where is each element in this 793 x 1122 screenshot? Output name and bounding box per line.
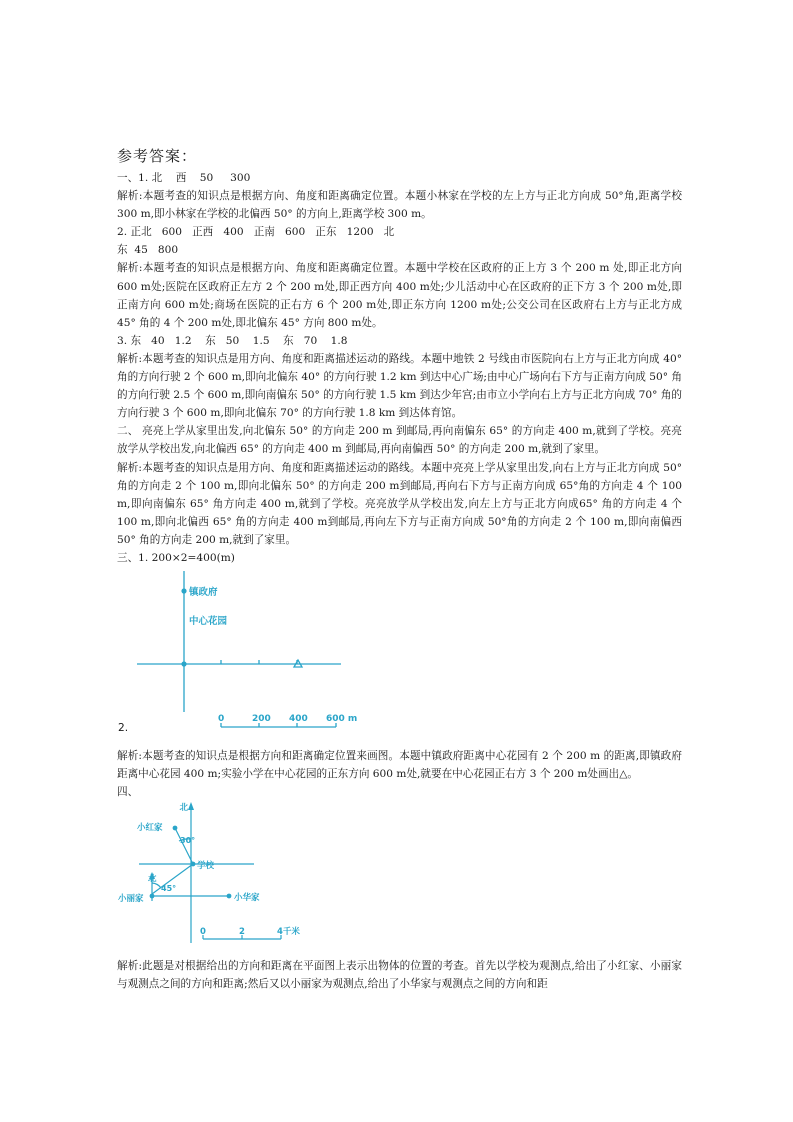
xiaohong-point <box>173 826 178 831</box>
explanation-1-2: 解析:本题考查的知识点是根据方向、角度和距离确定位置。本题中学校在区政府的正上方 3 个 200 m 处,即正北方向 600 m处;医院在区政府正左方 2 个 200 m处,即正西方向 400 m处;少儿活动中心在区政府的正下方 3 个 200 m处,即正南方向 600 m处;商场在医院的正右方 6 个 200 m处,即正东方向 1200 m处;公交公司在区政府右上方与正北方成 45° 角的 4 个 200 m处,即北偏东 45° 方向 800 m处。 <box>117 262 682 329</box>
figure-3-2 <box>117 567 682 739</box>
label-xiaohong: 小红家 <box>137 823 163 834</box>
answer-2: 二、 亮亮上学从家里出发,向北偏东 50° 的方向走 200 m 到邮局,再向南偏东 65° 的方向走 400 m,就到了学校。亮亮放学从学校出发,向北偏西 65° 的方向走 400 m 到邮局,再向南偏西 50° 的方向走 200 m,就到了家里。 <box>117 425 682 456</box>
line-to-xiaohong <box>175 828 196 864</box>
scale-400: 400 <box>289 714 308 725</box>
map-diagram-homes <box>117 801 682 949</box>
label-town-gov: 镇政府 <box>189 587 218 599</box>
label-angle-30: 30° <box>180 836 196 846</box>
map-diagram-town <box>117 567 682 739</box>
scale-600: 600 m <box>326 714 358 725</box>
answer-3-1: 三、1. 200×2=400(m) <box>117 551 235 564</box>
scale-km-0: 0 <box>200 927 206 938</box>
label-north-top: 北 <box>179 803 188 814</box>
xiaohua-point <box>227 894 232 899</box>
school-point <box>191 862 196 867</box>
label-angle-45: 45° <box>161 884 177 894</box>
figure-4 <box>117 801 682 949</box>
question-number-2: 2. <box>118 722 129 735</box>
xiaoli-point <box>150 894 155 899</box>
explanation-1-1: 解析:本题考查的知识点是根据方向、角度和距离确定位置。本题小林家在学校的左上方与正北方向成 50°角,距离学校 300 m,即小林家在学校的北偏西 50° 的方向上,距离学校 300 m。 <box>117 190 682 221</box>
page-title: 参考答案： <box>117 147 198 165</box>
answer-1-2-line2: 东 45 800 <box>117 244 179 257</box>
explanation-4: 解析:此题是对根据给出的方向和距离在平面图上表示出物体的位置的考查。首先以学校为观测点,给出了小红家、小丽家与观测点之间的方向和距离;然后又以小丽家为观测点,给出了小华家与观测点之间的方向和距 <box>117 960 682 991</box>
explanation-1-3: 解析:本题考查的知识点是用方向、角度和距离描述运动的路线。本题中地铁 2 号线由市医院向右上方与正北方向成 40° 角的方向行驶 2 个 600 m,即向北偏东 40° 的方向行驶 1.2 km 到达中心广场;由中心广场向右下方与正南方向成 50° 角的方向行驶 2.5 个 600 m,即向南偏东 50° 的方向行驶 1.5 km 到达少年宫;由市立小学向右上方与正北方向成 70° 角的方向行驶 3 个 600 m,即向北偏东 70° 的方向行驶 1.8 km 到达体育馆。 <box>117 352 683 420</box>
answer-page <box>117 145 682 994</box>
scale-0: 0 <box>218 714 225 725</box>
label-north-small: 北 <box>148 874 157 885</box>
scale-km-4: 4千米 <box>277 927 300 938</box>
answer-1-2-line1: 2. 正北 600 正西 400 正南 600 正东 1200 北 <box>117 226 395 239</box>
scale-200: 200 <box>252 714 271 725</box>
explanation-3: 解析:本题考查的知识点是根据方向和距离确定位置来画图。本题中镇政府距离中心花园有 2 个 200 m 的距离,即镇政府距离中心花园 400 m;实验小学在中心花园的正东方向 600 m处,就要在中心花园正右方 3 个 200 m处画出△。 <box>117 750 682 781</box>
center-garden-point <box>181 661 186 666</box>
scale-km-2: 2 <box>239 927 245 938</box>
section-4-heading: 四、 <box>117 786 139 799</box>
label-xiaohua: 小华家 <box>234 893 260 904</box>
label-center-garden: 中心花园 <box>189 616 228 628</box>
label-school: 学校 <box>197 861 215 872</box>
label-xiaoli: 小丽家 <box>118 894 144 905</box>
answer-1-1: 一、1. 北 西 50 300 <box>117 172 251 184</box>
answer-1-3: 3. 东 40 1.2 东 50 1.5 东 70 1.8 <box>117 334 348 347</box>
north-arrow <box>188 802 194 810</box>
town-gov-point <box>181 588 186 593</box>
explanation-2: 解析:本题考查的知识点是用方向、角度和距离描述运动的路线。本题中亮亮上学从家里出发,向右上方与正北方向成 50° 角的方向走 2 个 100 m,即向北偏东 50° 的方向走 200 m到邮局,再向右下方与正南方向成 65°角的方向走 4 个 100 m,即向南偏东 65° 角方向走 400 m,就到了学校。亮亮放学从学校出发,向左上方与正北方向成65° 角的方向走 4 个 100 m,即向北偏西 65° 角的方向走 400 m到邮局,再向左下方与正南方向成 50°角的方向走 2 个 100 m,即向南偏西 50° 角的方向走 200 m,就到了家里。 <box>117 461 682 546</box>
